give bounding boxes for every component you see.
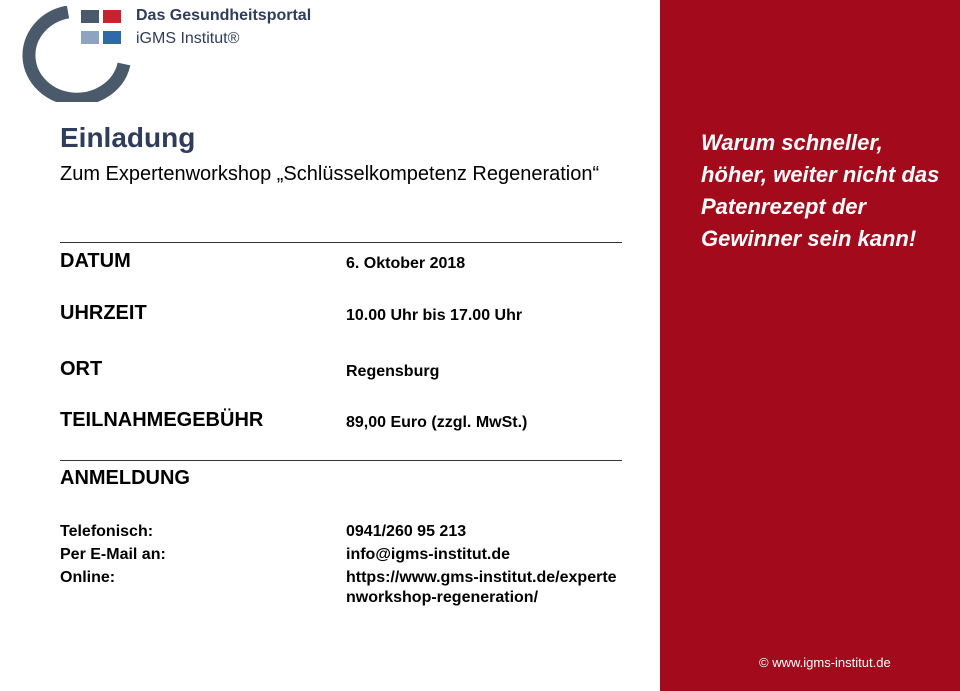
email-link[interactable]: info@igms-institut.de — [346, 546, 511, 563]
logo-square-icon — [103, 31, 121, 44]
location-label: ORT — [60, 358, 103, 380]
location-value: Regensburg — [346, 363, 440, 380]
fee-label: TEILNAHMEGEBÜHR — [60, 409, 264, 431]
time-label: UHRZEIT — [60, 302, 147, 324]
copyright: © www.igms-institut.de — [759, 655, 891, 670]
date-label: DATUM — [60, 250, 131, 272]
logo-square-icon — [81, 31, 99, 44]
fee-value: 89,00 Euro (zzgl. MwSt.) — [346, 414, 528, 431]
page-title: Einladung — [60, 122, 196, 153]
online-link[interactable]: https://www.gms-institut.de/expertenworkshop-regeneration/ — [346, 569, 617, 606]
page-subtitle: Zum Expertenworkshop „Schlüsselkompetenz Regeneration“ — [60, 163, 600, 185]
logo-square-icon — [103, 10, 121, 23]
online-label: Online: — [60, 569, 116, 586]
phone-value[interactable]: 0941/260 95 213 — [346, 523, 467, 540]
time-value: 10.00 Uhr bis 17.00 Uhr — [346, 307, 523, 324]
registration-title: ANMELDUNG — [60, 467, 190, 489]
brand-title: Das Gesundheitsportal — [136, 7, 312, 24]
divider — [60, 242, 622, 243]
phone-label: Telefonisch: — [60, 523, 154, 540]
divider — [60, 460, 622, 461]
brand-subtitle: iGMS Institut® — [136, 30, 240, 47]
logo-square-icon — [81, 10, 99, 23]
side-panel — [660, 0, 960, 691]
date-value: 6. Oktober 2018 — [346, 255, 466, 272]
side-quote: Warum schneller, höher, weiter nicht das Patenrezept der Gewinner sein kann! — [701, 130, 940, 251]
email-label: Per E-Mail an: — [60, 546, 166, 563]
